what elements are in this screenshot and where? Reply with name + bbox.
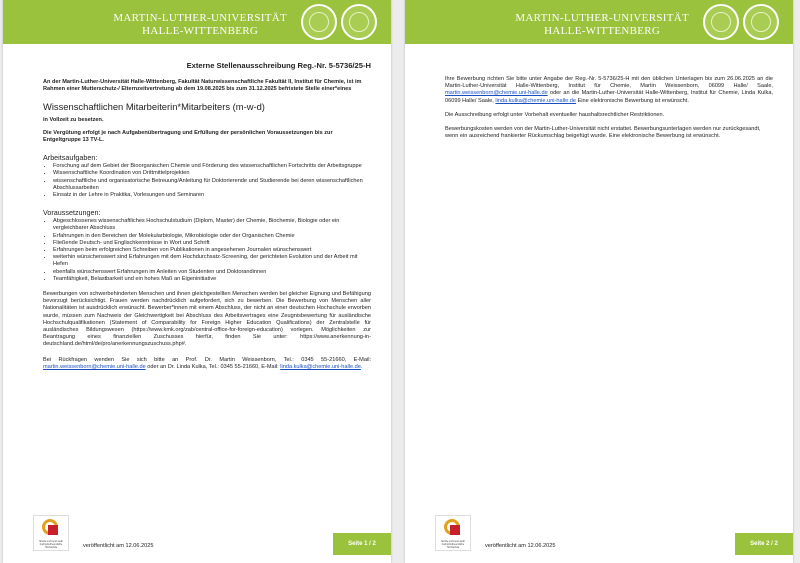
costs-note: Bewerbungskosten werden von der Martin-Luther-Universität nicht erstattet. Bewerbungsunterlagen werden nur zurückgesandt, wenn ein ausreichend frankierter Rückumschlag beigefügt wurde. Eine elektronische Bewerbung ist erwünscht. xyxy=(445,126,761,140)
email-link[interactable]: martin.weissenborn@chemie.uni-halle.de xyxy=(43,363,146,370)
list-item: • Forschung auf dem Gebiet der Bioorganischen Chemie und Förderung des wissenschaftlichen Fortschritts der Arbeitsgruppe xyxy=(53,163,371,170)
list-item: • Erfahrungen beim erfolgreichen Schreiben von Publikationen in angesehenen Journalen wünschenswert xyxy=(53,247,371,254)
document-page-1 xyxy=(3,0,391,563)
page-1-body xyxy=(43,62,371,371)
tasks-heading: Arbeitsaufgaben: xyxy=(43,153,98,163)
email-link[interactable]: linda.kulka@chemie.uni-halle.de xyxy=(280,363,361,370)
tasks-list xyxy=(43,163,371,199)
email-link[interactable]: martin.weissenborn@chemie.uni-halle.de xyxy=(445,90,548,97)
list-item: • Erfahrungen in den Bereichen der Molekularbiologie, Mikrobiologie oder der Organischen Chemie xyxy=(53,233,371,240)
reservation-note: Die Ausschreibung erfolgt unter Vorbehalt eventueller haushaltsrechtlicher Restriktionen. xyxy=(445,111,665,118)
list-item: • Wissenschaftliche Koordination von Drittmittelprojekten xyxy=(53,170,371,177)
page-footer xyxy=(405,513,793,563)
pay-text: Die Vergütung erfolgt je nach Aufgabenübertragung und Erfüllung der persönlichen Voraussetzungen bis zur Entgeltgruppe 13 TV-L. xyxy=(43,129,333,144)
requirements-heading: Voraussetzungen: xyxy=(43,208,101,218)
list-item: • Teamfähigkeit, Belastbarkeit und ein hohes Maß an Eigeninitiative xyxy=(53,276,371,283)
university-seal-icon xyxy=(301,4,337,40)
university-name: MARTIN-LUTHER-UNIVERSITÄT HALLE-WITTENBERG xyxy=(113,12,287,37)
university-name: MARTIN-LUTHER-UNIVERSITÄT HALLE-WITTENBERG xyxy=(515,12,689,37)
family-audit-logo: familie und beruf audit hochschulfreundliche Hochschule xyxy=(435,515,471,551)
diversity-paragraph: Bewerbungen von schwerbehinderten Menschen und ihnen gleichgestellten Menschen werden bei gleicher Eignung und Befähigung bevorzugt berücksichtigt. Frauen werden nachdrücklich aufgefordert, sich zu bewerben. Die Bewerbung von Menschen aller Nationalitäten ist ausdrücklich erwünscht. Bewerber*innen mit einem Abschluss, der nicht an einer deutschen Hochschule erworben wurde, müssen zum Nachweis der Gleichwertigkeit bei Abschluss des Arbeitsvertrages eine Zeugnisbewertung für ausländische Hochschulqualifikationen (Statement of Comparability for Foreign Higher Education Qualifications) der Zentralstelle für ausländisches Bildungswesen (https://www.kmk.org/zab/central-office-for-foreign-education) vorlegen. Möglichkeiten zur Beantragung eines finanziellen Zuschusses hierfür, finden Sie unter: https://www.anerkennung-in-deutschland.de/html/de/pro/anerkennungszuschuss.php#. xyxy=(43,291,371,348)
page-number: Seite 2 / 2 xyxy=(735,533,793,555)
requirements-list xyxy=(43,218,371,283)
fulltime-note: in Vollzeit zu besetzen. xyxy=(43,116,104,123)
intro-text: An der Martin-Luther-Universität Halle-Wittenberg, Fakultät Naturwissenschaftliche Fakultät II, Institut für Chemie, ist im Rahmen einer Mutterschutz-/ Elternzeitvertretung ab dem 19.08.2025 bis zum 31.12.2025 befristete Stelle einer*eines xyxy=(43,79,362,93)
published-date: veröffentlicht am 12.06.2025 xyxy=(83,543,154,549)
page-number: Seite 1 / 2 xyxy=(333,533,391,555)
document-title: Externe Stellenausschreibung Reg.-Nr. 5-5736/25-H xyxy=(186,61,371,70)
university-seal-icon xyxy=(341,4,377,40)
email-link[interactable]: linda.kulka@chemie.uni-halle.de xyxy=(495,97,577,104)
list-item: • weiterhin wünschenswert sind Erfahrungen mit dem Hochdurchsatz-Screening, der gerichteten Evolution und der Arbeit mit Hefen xyxy=(53,254,371,268)
list-item: • wissenschaftliche und organisatorische Betreuung/Anleitung für Doktorierende und Studierende bei deren wissenschaftlichen Abschlussarbeiten xyxy=(53,178,371,192)
page-header xyxy=(3,0,391,44)
application-paragraph: Ihre Bewerbung richten Sie bitte unter Angabe der Reg.-Nr. 5-5736/25-H mit den üblichen Unterlagen bis zum 26.06.2025 an die Martin-Luther-Universität Halle-Wittenberg, Institut für Chemie, Martin Weissenborn, 06099 Halle/ Saale, martin.weissenborn@chemie.uni-halle.de oder an die Martin-Luther-Universität Halle-Wittenberg, Institut für Chemie, Linda Kulka, 06099 Halle/ Saale, linda.kulka@chemie.uni-halle.de Eine elektronische Bewerbung ist erwünscht. xyxy=(445,76,773,104)
page-header xyxy=(405,0,793,44)
list-item: • ebenfalls wünschenswert Erfahrungen im Anleiten von Studenten und Doktorandinnen xyxy=(53,269,371,276)
document-page-2 xyxy=(405,0,793,563)
page-footer xyxy=(3,513,391,563)
family-audit-logo: familie und beruf audit hochschulfreundliche Hochschule xyxy=(33,515,69,551)
page-2-body xyxy=(445,76,773,140)
published-date: veröffentlicht am 12.06.2025 xyxy=(485,543,556,549)
list-item: • Einsatz in der Lehre in Praktika, Vorlesungen und Seminaren xyxy=(53,192,371,199)
contact-paragraph: Bei Rückfragen wenden Sie sich bitte an Prof. Dr. Martin Weissenborn, Tel.: 0345 55-21660, E-Mail: martin.weissenborn@chemie.uni-halle.de oder an Dr. Linda Kulka, Tel.: 0345 55-21660, E-Mail: linda.kulka@chemie.uni-halle.de. xyxy=(43,356,371,370)
list-item: • Abgeschlossenes wissenschaftliches Hochschulstudium (Diplom, Master) der Chemie, Biochemie, Biologie oder ein vergleichbarer Abschluss xyxy=(53,218,371,232)
list-item: • Fließende Deutsch- und Englischkenntnisse in Wort und Schrift xyxy=(53,240,371,247)
university-seal-icon xyxy=(743,4,779,40)
university-seal-icon xyxy=(703,4,739,40)
position-title: Wissenschaftlichen Mitarbeiterin*Mitarbeiters (m-w-d) xyxy=(43,100,265,112)
